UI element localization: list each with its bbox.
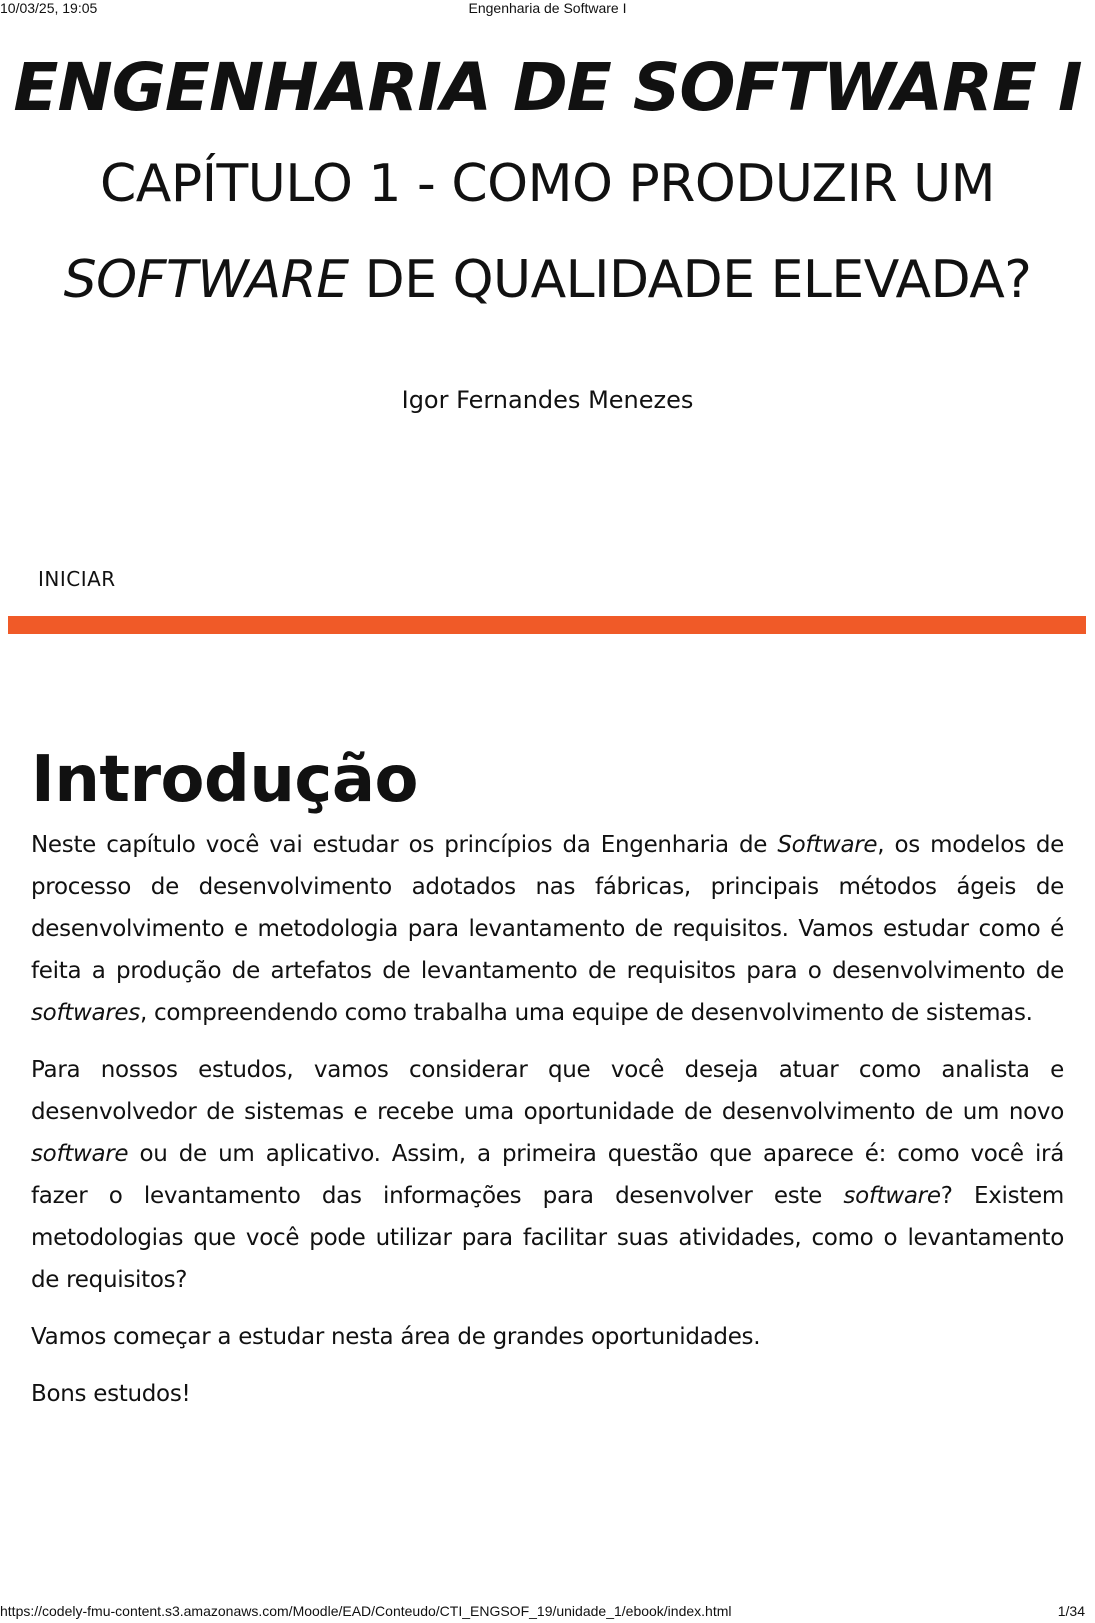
chapter-subtitle-line2 xyxy=(0,232,1095,328)
subtitle-rest: DE QUALIDADE ELEVADA? xyxy=(348,250,1032,310)
p1-text-a: Neste capítulo você vai estudar os princípios da Engenharia de xyxy=(31,832,778,858)
print-page-title: Engenharia de Software I xyxy=(468,0,627,16)
p2-text-e: ? Existem metodologias que você pode utilizar para facilitar suas atividades, como o levantamento de requisitos? xyxy=(31,1183,1064,1293)
p1-text-c: , os modelos de processo de desenvolvimento adotados nas fábricas, principais métodos ágeis de desenvolvimento e metodologia para levantamento de requisitos. Vamos estudar como é feita a produção de artefatos de levantamento de requisitos para o desenvolvimento de xyxy=(31,832,1064,984)
start-button[interactable]: INICIAR xyxy=(38,567,116,591)
p1-italic-softwares: softwares xyxy=(31,1000,140,1026)
intro-paragraph-2 xyxy=(31,1049,1064,1301)
print-datetime: 10/03/25, 19:05 xyxy=(0,0,98,16)
print-header xyxy=(0,0,1095,18)
print-page-number: 1/34 xyxy=(1057,1603,1085,1619)
p2-text-c: ou de um aplicativo. Assim, a primeira questão que aparece é: como você irá fazer o levantamento das informações para desenvolver este xyxy=(31,1141,1064,1209)
title-block xyxy=(0,40,1095,328)
p2-italic-software-1: software xyxy=(31,1141,129,1167)
intro-paragraph-1 xyxy=(31,824,1064,1034)
intro-paragraph-4: Bons estudos! xyxy=(31,1381,191,1407)
chapter-subtitle-line1: CAPÍTULO 1 - COMO PRODUZIR UM xyxy=(99,154,996,214)
author-name: Igor Fernandes Menezes xyxy=(401,386,694,414)
print-url: https://codely-fmu-content.s3.amazonaws.com/Moodle/EAD/Conteudo/CTI_ENGSOF_19/unidade_1/ebook/index.html xyxy=(0,1603,732,1619)
intro-paragraph-3: Vamos começar a estudar nesta área de grandes oportunidades. xyxy=(31,1324,761,1350)
p1-italic-software: Software xyxy=(777,832,878,858)
document-title: ENGENHARIA DE SOFTWARE I xyxy=(13,49,1082,126)
p1-text-e: , compreendendo como trabalha uma equipe de desenvolvimento de sistemas. xyxy=(139,1000,1033,1026)
p2-text-a: Para nossos estudos, vamos considerar que você deseja atuar como analista e desenvolvedor de sistemas e recebe uma oportunidade de desenvolvimento de um novo xyxy=(31,1057,1064,1125)
subtitle-italic-software: SOFTWARE xyxy=(63,250,349,310)
print-footer xyxy=(0,1603,1095,1621)
section-heading-introducao: Introdução xyxy=(31,743,418,817)
main-content xyxy=(31,738,1064,1430)
accent-divider xyxy=(8,616,1086,634)
p2-italic-software-2: software xyxy=(843,1183,941,1209)
